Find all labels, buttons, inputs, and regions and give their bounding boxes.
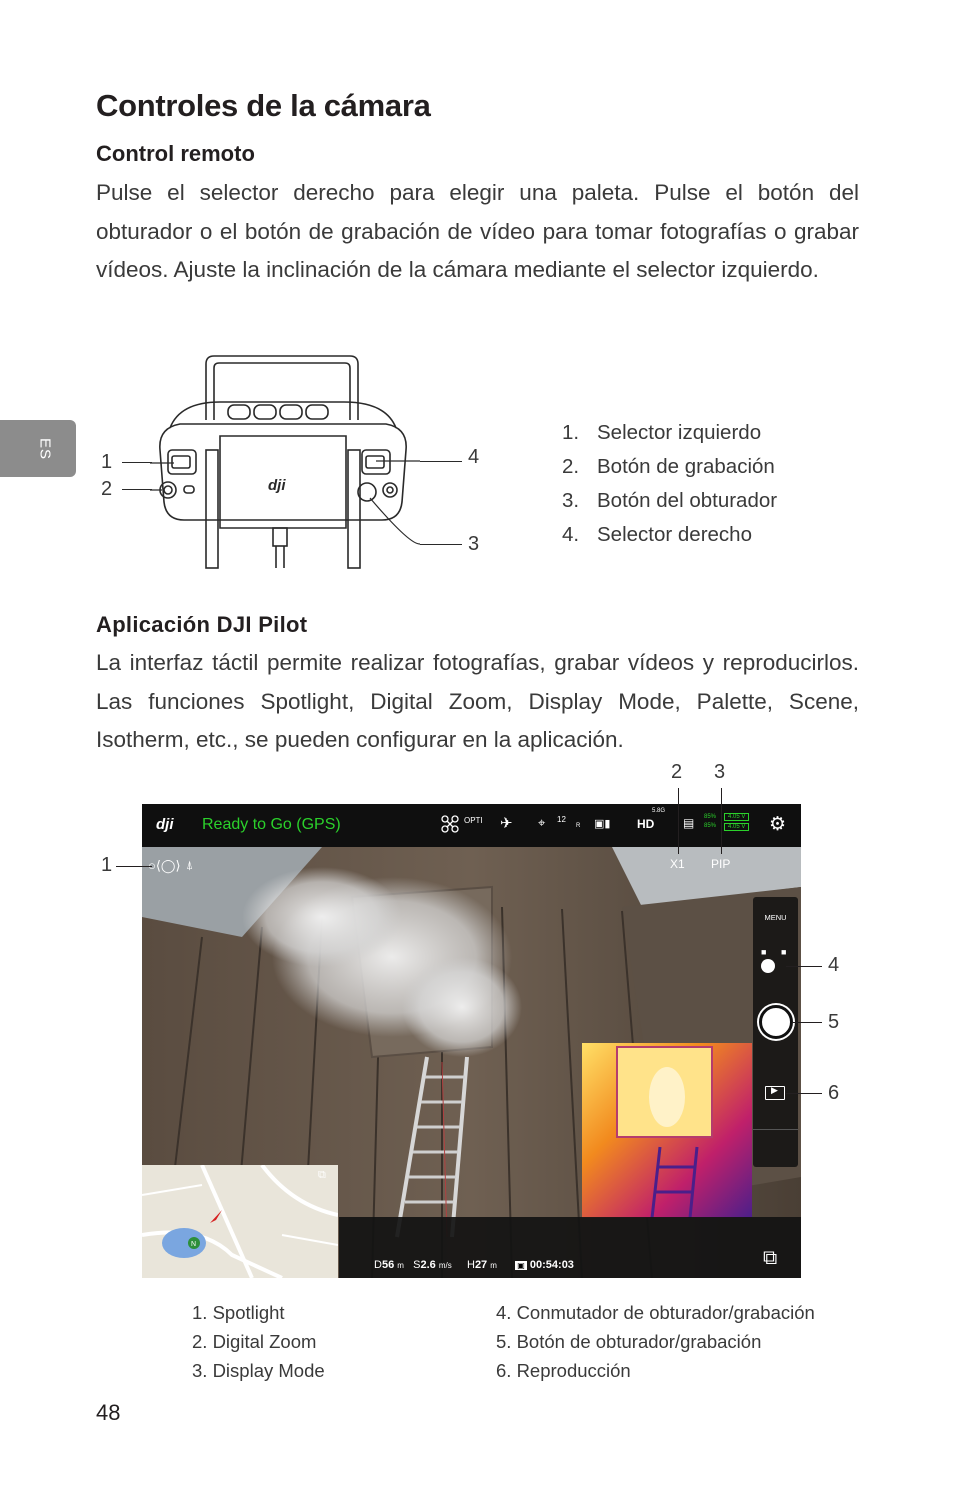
spotlight-icon[interactable]: ○⟨◯⟩ bbox=[148, 858, 181, 873]
battery-1-percent: 85% bbox=[704, 814, 717, 820]
list-item: 1. Spotlight bbox=[192, 1302, 285, 1323]
flight-time: 00:54:03 bbox=[529, 1259, 574, 1271]
list-item: 1. Selector izquierdo bbox=[562, 421, 762, 444]
remote-section-heading: Control remoto bbox=[96, 141, 255, 166]
app-callout-4: 4 bbox=[828, 954, 840, 976]
leader-line-1 bbox=[122, 462, 152, 463]
app-leader-3 bbox=[721, 788, 722, 854]
list-item: 4. Selector derecho bbox=[562, 523, 752, 546]
toggle-view-icon[interactable]: ⧉ bbox=[763, 1247, 778, 1269]
app-section-heading: Aplicación DJI Pilot bbox=[96, 612, 308, 637]
telemetry-readout: D56 m S2.6 m/s H27 m ▣ 00:54:03 bbox=[374, 1259, 574, 1271]
app-callout-2: 2 bbox=[671, 761, 683, 783]
video-mode-icon: ■ bbox=[781, 947, 787, 957]
remote-signal-icon: ▣▮ bbox=[594, 818, 611, 830]
app-leader-2 bbox=[678, 788, 679, 854]
flight-mode-icon: ✈ bbox=[500, 815, 513, 832]
list-item: 6. Reproducción bbox=[496, 1360, 631, 1381]
satellite-icon: ⌖ bbox=[538, 815, 546, 830]
band-label: 5.8G bbox=[652, 808, 666, 814]
settings-gear-icon[interactable]: ⚙ bbox=[769, 814, 787, 835]
battery-2-percent: 85% bbox=[704, 823, 717, 829]
app-leader-5 bbox=[792, 1022, 822, 1023]
panel-divider bbox=[753, 1129, 798, 1130]
remote-section-paragraph: Pulse el selector derecho para elegir una paleta. Pulse el botón del obturador o el botón de grabación de vídeo para tomar fotografías o grabar vídeos. Ajuste la inclinación de la cámara mediante el selector izquierdo. bbox=[96, 180, 859, 283]
telemetry-bar bbox=[339, 1217, 801, 1278]
app-section-paragraph: La interfaz táctil permite realizar fotografías, grabar vídeos y reproducirlos. Las funciones Spotlight, Digital Zoom, Display Mode, Palette, Scene, Isotherm, etc., se pueden configurar en la aplicación. bbox=[96, 650, 859, 753]
svg-text:N: N bbox=[191, 1241, 197, 1248]
aircraft-status[interactable]: Ready to Go (GPS) bbox=[202, 816, 341, 833]
app-leader-1 bbox=[116, 866, 152, 867]
language-tab-label: ES bbox=[36, 437, 54, 461]
list-item: 3. Botón del obturador bbox=[562, 489, 778, 512]
remote-callout-1: 1 bbox=[101, 451, 113, 473]
playback-icon[interactable]: ▶ bbox=[765, 1086, 785, 1100]
list-item: 2. Digital Zoom bbox=[192, 1331, 317, 1352]
aircraft-icon bbox=[441, 815, 459, 833]
app-callout-1: 1 bbox=[101, 854, 113, 876]
app-callout-6: 6 bbox=[828, 1082, 840, 1104]
battery-1-voltage: 4.05 V bbox=[724, 813, 749, 821]
page-number: 48 bbox=[96, 1400, 121, 1425]
app-screenshot bbox=[142, 804, 801, 1278]
leader-line-2 bbox=[122, 489, 152, 490]
leader-line-4 bbox=[420, 461, 462, 462]
digital-zoom-button[interactable]: X1 bbox=[670, 857, 685, 871]
remote-callout-3: 3 bbox=[468, 533, 480, 555]
remote-callout-2: 2 bbox=[101, 478, 113, 500]
satellite-count: 12 bbox=[557, 815, 566, 824]
gimbal-icon: ⍋ bbox=[186, 858, 194, 872]
page-title: Controles de la cámara bbox=[96, 88, 431, 123]
shutter-record-button[interactable] bbox=[759, 1005, 793, 1039]
battery-icon: ▤ bbox=[683, 816, 695, 830]
app-leader-6 bbox=[786, 1093, 822, 1094]
leader-line-3 bbox=[420, 544, 462, 545]
menu-button[interactable]: MENU bbox=[764, 913, 787, 922]
controller-logo: dji bbox=[268, 477, 286, 494]
list-item: 5. Botón de obturador/grabación bbox=[496, 1331, 762, 1352]
vision-mode-label: OPTI bbox=[464, 816, 483, 825]
camera-side-panel bbox=[753, 897, 798, 1167]
mini-map[interactable] bbox=[142, 1165, 338, 1278]
map-graphic bbox=[142, 1165, 338, 1278]
app-top-bar bbox=[142, 804, 801, 847]
language-tab bbox=[0, 420, 76, 477]
photo-mode-icon: ■ bbox=[761, 947, 767, 957]
expand-map-icon[interactable]: ⧉ bbox=[318, 1169, 326, 1181]
list-item: 2. Botón de grabación bbox=[562, 455, 775, 478]
app-legend-right bbox=[496, 1302, 815, 1389]
app-leader-4 bbox=[786, 966, 822, 967]
remote-controls-list bbox=[562, 421, 777, 557]
remote-controller-illustration bbox=[150, 350, 420, 572]
app-callout-3: 3 bbox=[714, 761, 726, 783]
app-callout-5: 5 bbox=[828, 1011, 840, 1033]
remote-callout-4: 4 bbox=[468, 446, 480, 468]
list-item: 3. Display Mode bbox=[192, 1360, 325, 1381]
app-legend-left bbox=[192, 1302, 325, 1389]
list-item: 4. Conmutador de obturador/grabación bbox=[496, 1302, 815, 1323]
hd-signal-label: HD bbox=[637, 817, 655, 831]
satellite-rtk: R bbox=[576, 823, 581, 829]
shutter-record-switch[interactable] bbox=[761, 959, 775, 973]
battery-2-voltage: 4.05 V bbox=[724, 823, 749, 831]
display-mode-button[interactable]: PIP bbox=[711, 857, 731, 871]
dji-logo: dji bbox=[156, 816, 174, 833]
